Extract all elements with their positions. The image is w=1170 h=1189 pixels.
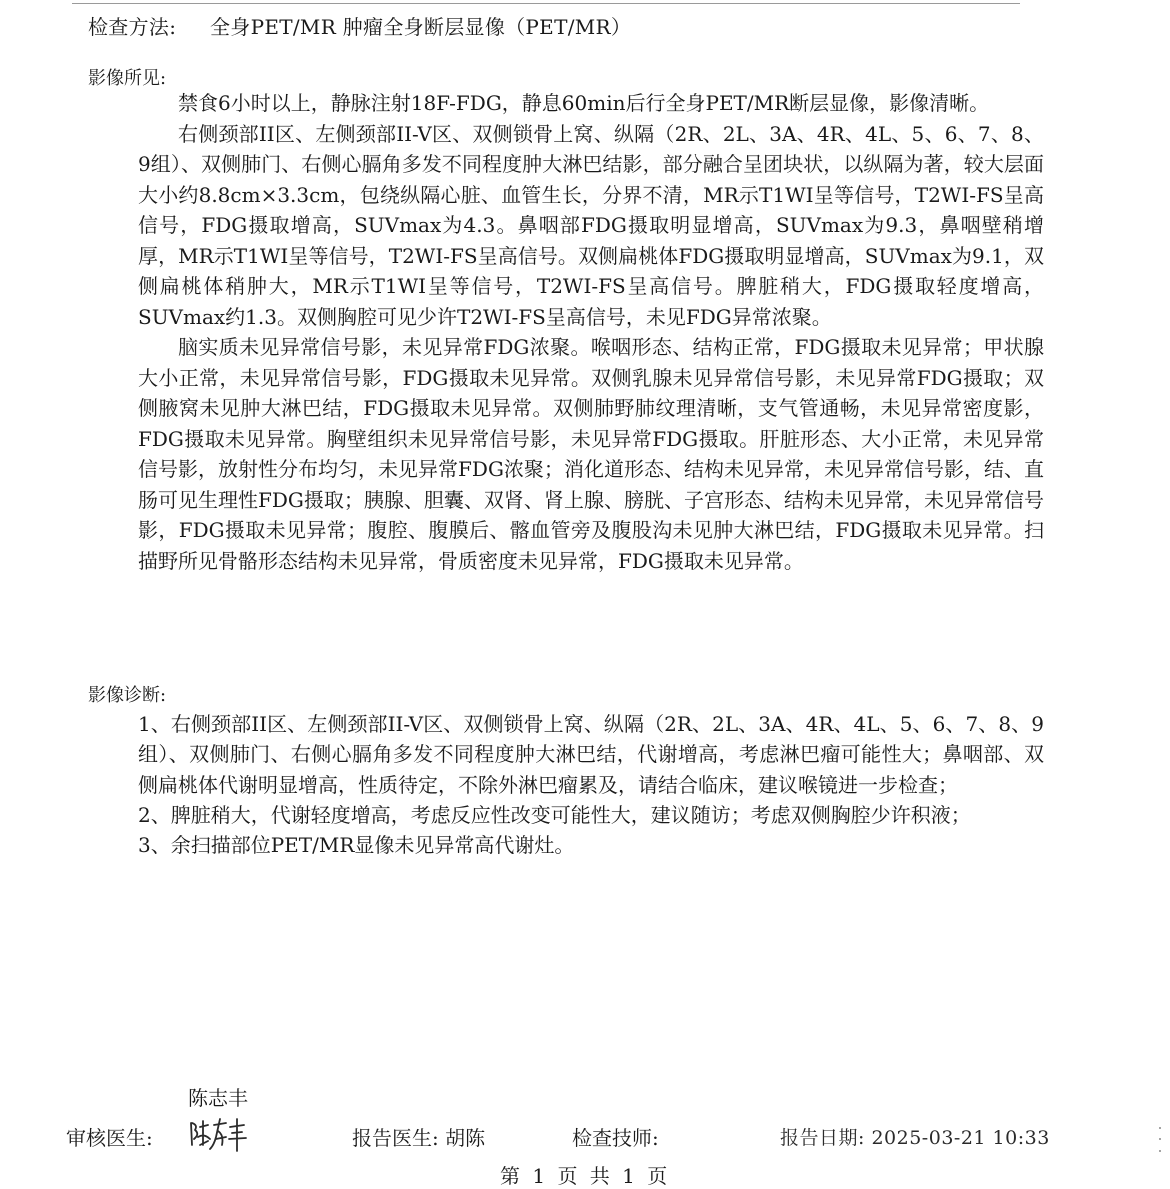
report-date-value: 2025-03-21 10:33 xyxy=(871,1127,1050,1149)
findings-body xyxy=(138,88,1044,576)
diagnosis-item: 3、余扫描部位PET/MR显像未见异常高代谢灶。 xyxy=(138,833,575,858)
diagnosis-item: 2、脾脏稍大，代谢轻度增高，考虑反应性改变可能性大，建议随访；考虑双侧胸腔少许积液； xyxy=(138,802,971,827)
technician-field xyxy=(572,1122,659,1151)
reporter-label: 报告医生: xyxy=(352,1126,439,1150)
exam-method-label: 检查方法: xyxy=(88,15,177,39)
technician-label: 检查技师: xyxy=(572,1126,659,1150)
report-date-field xyxy=(780,1123,1050,1150)
diagnosis-label: 影像诊断: xyxy=(88,685,167,706)
reporter-name: 胡陈 xyxy=(445,1126,486,1150)
diagnosis-body xyxy=(138,709,1044,860)
scan-edge-mark xyxy=(1158,1125,1162,1155)
reviewer-label: 审核医生: xyxy=(66,1126,153,1150)
page-number: 第 1 页 共 1 页 xyxy=(500,1164,668,1188)
top-divider xyxy=(72,3,1020,4)
reviewer-signature xyxy=(186,1115,252,1155)
reporter-field xyxy=(352,1122,485,1151)
findings-paragraph: 禁食6小时以上，静脉注射18F-FDG，静息60min后行全身PET/MR断层显像，影像清晰。 xyxy=(178,91,990,115)
findings-paragraph: 右侧颈部II区、左侧颈部II-V区、双侧锁骨上窝、纵隔（2R、2L、3A、4R、4L、5、6、7、8、9组）、双侧肺门、右侧心膈角多发不同程度肿大淋巴结影，部分融合呈团块状，以纵隔为著，较大层面大小约8.8cm×3.3cm，包绕纵隔心脏、血管生长，分界不清，MR示T1WI呈等信号，T2WI-FS呈高信号，FDG摄取增高，SUVmax为4.3。鼻咽部FDG摄取明显增高，SUVmax为9.3，鼻咽壁稍增厚，MR示T1WI呈等信号，T2WI-FS呈高信号。双侧扁桃体FDG摄取明显增高，SUVmax为9.1，双侧扁桃体稍肿大，MR示T1WI呈等信号，T2WI-FS呈高信号。脾脏稍大，FDG摄取轻度增高，SUVmax约1.3。双侧胸腔可见少许T2WI-FS呈高信号，未见FDG异常浓聚。 xyxy=(138,121,1044,329)
reviewer-printed-name: 陈志丰 xyxy=(188,1086,248,1110)
exam-method-value: 全身PET/MR 肿瘤全身断层显像（PET/MR） xyxy=(210,15,632,39)
diagnosis-item: 1、右侧颈部II区、左侧颈部II-V区、双侧锁骨上窝、纵隔（2R、2L、3A、4R、4L、5、6、7、8、9组）、双侧肺门、右侧心膈角多发不同程度肿大淋巴结，代谢增高，考虑淋巴瘤可能性大；鼻咽部、双侧扁桃体代谢明显增高，性质待定，不除外淋巴瘤累及，请结合临床，建议喉镜进一步检查； xyxy=(138,712,1044,797)
exam-method-row xyxy=(88,11,631,40)
report-date-label: 报告日期: xyxy=(780,1127,865,1149)
findings-paragraph: 脑实质未见异常信号影，未见异常FDG浓聚。喉咽形态、结构正常，FDG摄取未见异常；甲状腺大小正常，未见异常信号影，FDG摄取未见异常。双侧乳腺未见异常信号影，未见异常FDG摄取；双侧腋窝未见肿大淋巴结，FDG摄取未见异常。双侧肺野肺纹理清晰，支气管通畅，未见异常密度影，FDG摄取未见异常。胸壁组织未见异常信号影，未见异常FDG摄取。肝脏形态、大小正常，未见异常信号影，放射性分布均匀，未见异常FDG浓聚；消化道形态、结构未见异常，未见异常信号影，结、直肠可见生理性FDG摄取；胰腺、胆囊、双肾、肾上腺、膀胱、子宫形态、结构未见异常，未见异常信号影，FDG摄取未见异常；腹腔、腹膜后、髂血管旁及腹股沟未见肿大淋巴结，FDG摄取未见异常。扫描野所见骨骼形态结构未见异常，骨质密度未见异常，FDG摄取未见异常。 xyxy=(138,335,1044,573)
findings-label: 影像所见: xyxy=(88,68,167,89)
